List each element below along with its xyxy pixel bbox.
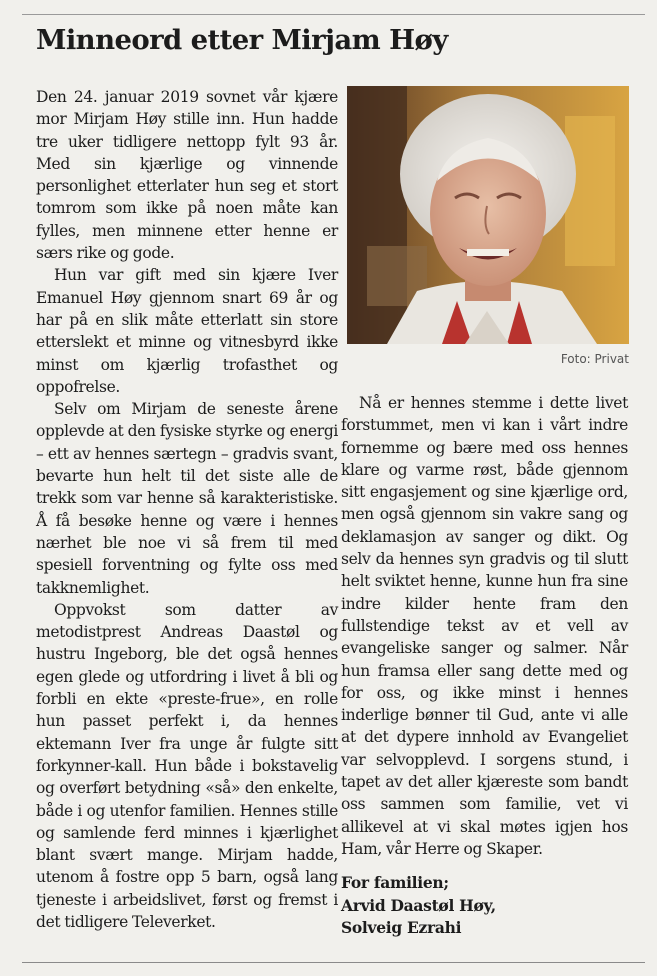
- article-title: Minneord etter Mirjam Høy: [36, 24, 448, 56]
- top-rule: [22, 14, 645, 15]
- paragraph-5: Nå er hennes stemme i dette livet forstummet, men vi kan i vårt indre fornemme og bære med oss hennes klare og varme røst, både gjennom sitt engasjement og sine kjærlige ord, men også gjennom sin vakre sang og deklamasjon av sanger og dikt. Og selv da hennes syn gradvis og til slutt helt sviktet henne, kunne hun fra sine indre kilder hente fram den fullstendige tekst av et vell av evangeliske sanger og salmer. Når hun framsa eller sang dette med og for oss, og ikke minst i hennes inderlige bønner til Gud, ante vi alle at det dypere innhold av Evangeliet var selvopplevd. I sorgens stund, i tapet av det aller kjæreste som bandt oss sammen som familie, vet vi allikevel at vi skal møtes igjen hos Ham, vår Herre og Skaper.: [341, 394, 628, 858]
- signature-line-3: Solveig Ezrahi: [341, 918, 462, 937]
- bottom-rule: [22, 962, 645, 963]
- paragraph-1: Den 24. januar 2019 sovnet vår kjære mor Mirjam Høy stille inn. Hun hadde tre uker tidligere nettopp fylt 93 år. Med sin kjærlige og vinnende personlighet etterlater hun seg et stort tomrom som ikke på noen måte kan fylles, men minnene etter henne er særs rike og gode.: [36, 88, 338, 263]
- signature-line-2: Arvid Daastøl Høy,: [341, 895, 496, 915]
- portrait-illustration: [347, 86, 629, 344]
- portrait-photo: [347, 86, 629, 344]
- right-column: [341, 392, 628, 860]
- signature-block: [341, 872, 628, 940]
- left-column: [36, 86, 338, 933]
- paragraph-4: Oppvokst som datter av metodistprest Andreas Daastøl og hustru Ingeborg, ble det også hennes egen glede og utfordring i livet å bli og forbli en ekte «preste-frue», en rolle hun passet perfekt i, da hennes ektemann Iver fra unge år fulgte sitt forkynner-kall. Hun både i bokstavelig og overført betydning «så» den enkelte, både i og utenfor familien. Hennes stille og samlende ferd minnes i kjærlighet blant svært mange. Mirjam hadde, utenom å fostre opp 5 barn, også lang tjeneste i arbeidslivet, først og fremst i det tidligere Televerket.: [36, 600, 338, 931]
- paragraph-2: Hun var gift med sin kjære Iver Emanuel Høy gjennom snart 69 år og har på en slik måte etterlatt sin store etterslekt et minne og vitnesbyrd ikke minst om kjærlig trofasthet og oppofrelse.: [36, 266, 338, 396]
- signature-line-1: For familien;: [341, 873, 449, 892]
- photo-caption: Foto: Privat: [560, 352, 629, 366]
- paragraph-3: Selv om Mirjam de seneste årene opplevde at den fysiske styrke og energi – ett av hennes særtegn – gradvis svant, bevarte hun helt til det siste alle de trekk som var henne så karakteristiske. Å få besøke henne og være i hennes nærhet ble noe vi så frem til med spesiell forventning og fylte oss med takknemlighet.: [36, 400, 338, 597]
